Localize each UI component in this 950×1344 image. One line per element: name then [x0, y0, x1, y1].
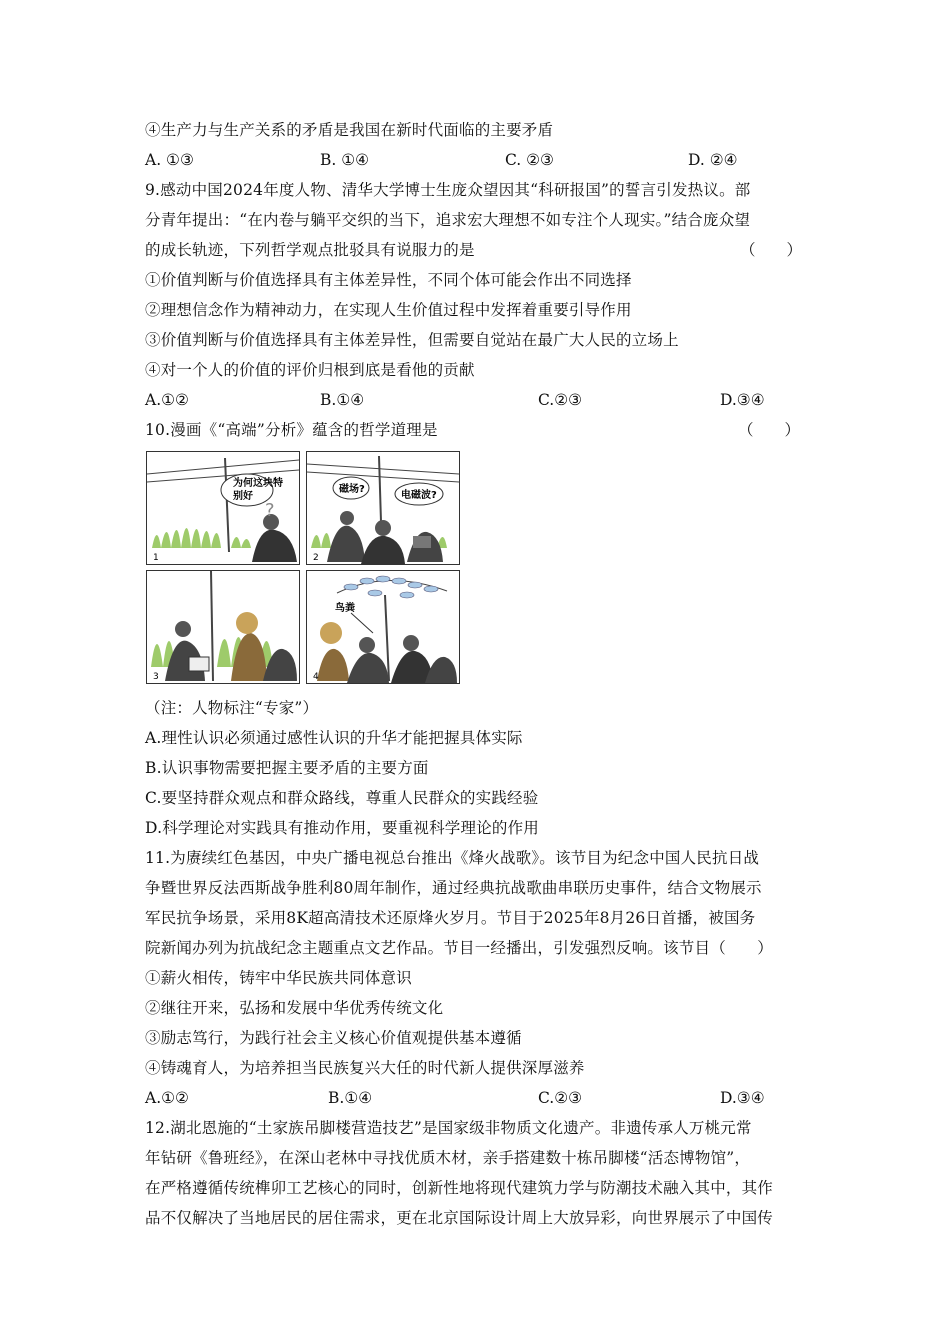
comic-panel-3 [146, 570, 300, 684]
q9-option-d: D.③④ [720, 391, 765, 409]
panel1-bubble-line-2: 别好 [233, 491, 253, 502]
q9-option-b: B.①④ [320, 391, 365, 409]
q9-option-c: C.②③ [538, 391, 583, 409]
panel2-bubble-magnetic: 磁场? [339, 484, 365, 495]
q9-item-1: ①价值判断与价值选择具有主体差异性，不同个体可能会作出不同选择 [145, 271, 632, 289]
comic-panel-4 [306, 570, 460, 684]
q8-option-a: A. ①③ [145, 151, 194, 169]
q11-item-2: ②继往开来，弘扬和发展中华优秀传统文化 [145, 999, 444, 1017]
q11-option-d: D.③④ [720, 1089, 765, 1107]
q12-stem-line-3: 在严格遵循传统榫卯工艺核心的同时，创新性地将现代建筑力学与防潮技术融入其中，其作 [145, 1179, 774, 1197]
q11-stem-line-2: 争暨世界反法西斯战争胜利80周年制作，通过经典抗战歌曲串联历史事件，结合文物展示 [145, 879, 762, 897]
q10-option-d: D.科学理论对实践具有推动作用，要重视科学理论的作用 [145, 819, 540, 837]
comic-panel-1 [146, 451, 300, 565]
comic-panel-3-drawing [147, 571, 299, 683]
q10-answer-paren: （ ） [738, 421, 801, 439]
panel4-number: 4 [313, 672, 319, 682]
q9-item-3: ③价值判断与价值选择具有主体差异性，但需要自觉站在最广大人民的立场上 [145, 331, 679, 349]
q9-stem-line-1: 9.感动中国2024年度人物、清华大学博士生庞众望因其“科研报国”的誓言引发热议。部 [145, 181, 751, 199]
panel3-number: 3 [153, 672, 159, 682]
q12-stem-line-2: 年钻研《鲁班经》，在深山老林中寻找优质木材，亲手搭建数十栋吊脚楼“活态博物馆”， [145, 1149, 751, 1167]
q8-option-b: B. ①④ [320, 151, 370, 169]
q11-item-4: ④铸魂育人，为培养担当民族复兴大任的时代新人提供深厚滋养 [145, 1059, 585, 1077]
comic-panel-4-drawing [307, 571, 459, 683]
panel4-label-bird-droppings: 鸟粪 [335, 603, 355, 614]
q10-option-b: B.认识事物需要把握主要矛盾的主要方面 [145, 759, 429, 777]
q8-option-d: D. ②④ [688, 151, 738, 169]
q9-item-4: ④对一个人的价值的评价归根到底是看他的贡献 [145, 361, 475, 379]
q10-stem: 10.漫画《“高端”分析》蕴含的哲学道理是 [145, 421, 438, 439]
q9-answer-paren: （ ） [740, 241, 803, 259]
q11-option-b: B.①④ [328, 1089, 373, 1107]
q12-stem-line-1: 12.湖北恩施的“土家族吊脚楼营造技艺”是国家级非物质文化遗产。非遗传承人万桃元常 [145, 1119, 752, 1137]
comic-panel-1-drawing [147, 452, 299, 564]
q10-note: （注：人物标注“专家”） [145, 699, 319, 717]
q11-stem-line-3: 军民抗争场景，采用8K超高清技术还原烽火岁月。节目于2025年8月26日首播，被国务 [145, 909, 756, 927]
panel2-bubble-electromagnetic: 电磁波? [401, 490, 437, 501]
panel1-number: 1 [153, 553, 159, 563]
q11-stem-line-1: 11.为赓续红色基因，中央广播电视总台推出《烽火战歌》。该节目为纪念中国人民抗日战 [145, 849, 760, 867]
q9-stem-line-2: 分青年提出：“在内卷与躺平交织的当下，追求宏大理想不如专注个人现实。”结合庞众望 [145, 211, 751, 229]
q9-stem-line-3: 的成长轨迹，下列哲学观点批驳具有说服力的是 [145, 241, 475, 259]
comic-panel-2 [306, 451, 460, 565]
q11-stem-line-4: 院新闻办列为抗战纪念主题重点文艺作品。节目一经播出，引发强烈反响。该节目（ ） [145, 939, 774, 957]
q12-stem-line-4: 品不仅解决了当地居民的居住需求，更在北京国际设计周上大放异彩，向世界展示了中国传 [145, 1209, 774, 1227]
q11-option-a: A.①② [145, 1089, 189, 1107]
panel1-bubble-line-1: 为何这块特 [233, 478, 283, 489]
panel1-question-mark: ? [265, 500, 275, 521]
q9-option-a: A.①② [145, 391, 189, 409]
panel2-number: 2 [313, 553, 319, 563]
q10-option-a: A.理性认识必须通过感性认识的升华才能把握具体实际 [145, 729, 523, 747]
q11-item-3: ③励志笃行，为践行社会主义核心价值观提供基本遵循 [145, 1029, 522, 1047]
q8-option-c: C. ②③ [505, 151, 554, 169]
q11-option-c: C.②③ [538, 1089, 583, 1107]
comic-panel-2-drawing [307, 452, 459, 564]
q10-option-c: C.要坚持群众观点和群众路线，尊重人民群众的实践经验 [145, 789, 539, 807]
q9-item-2: ②理想信念作为精神动力，在实现人生价值过程中发挥着重要引导作用 [145, 301, 632, 319]
q11-item-1: ①薪火相传，铸牢中华民族共同体意识 [145, 969, 412, 987]
q8-item-4: ④生产力与生产关系的矛盾是我国在新时代面临的主要矛盾 [145, 121, 554, 139]
